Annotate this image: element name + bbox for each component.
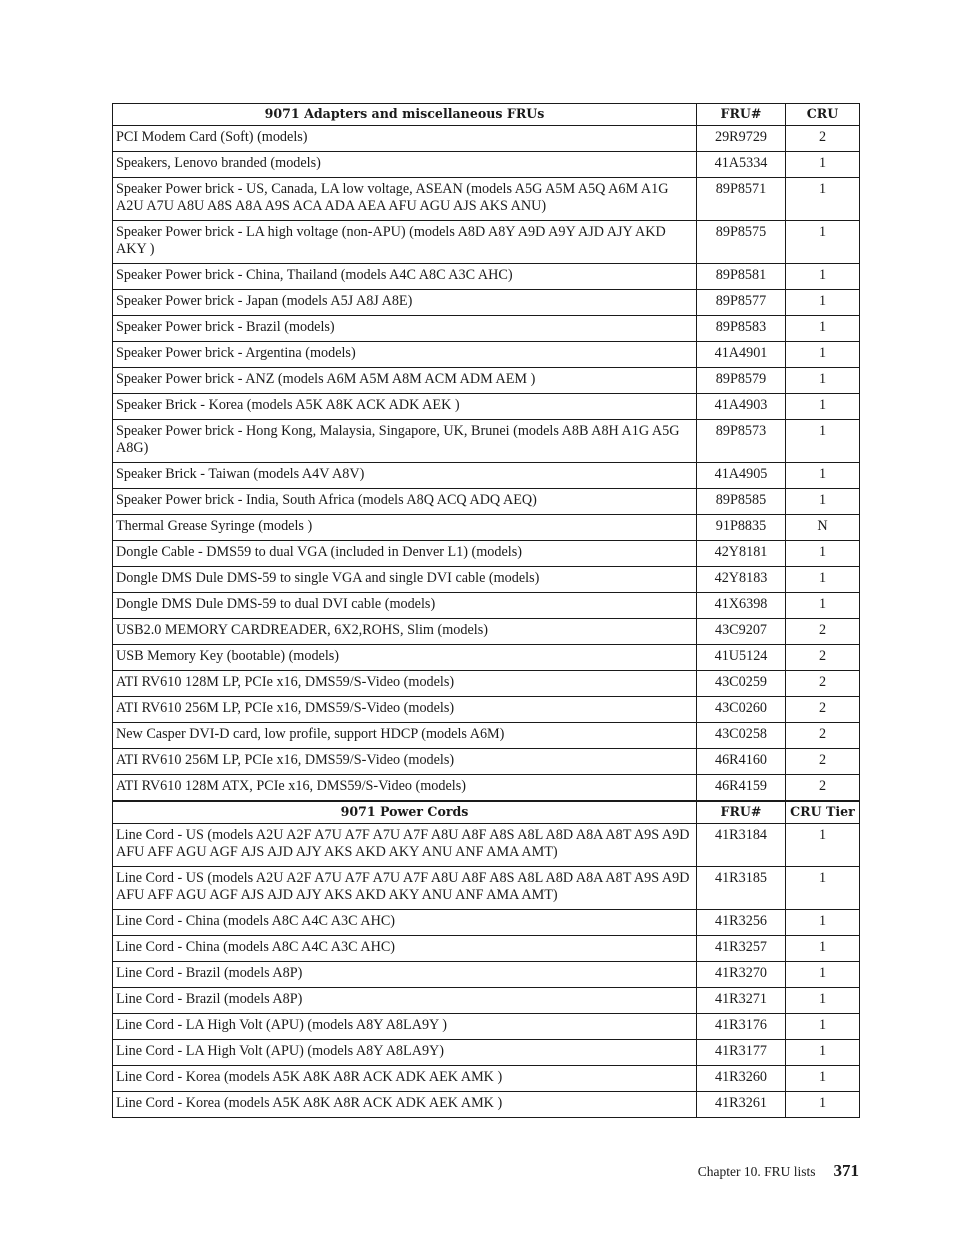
fru-number-cell: 41R3270 [697,962,786,988]
cru-cell: 1 [786,988,860,1014]
cru-cell: 1 [786,489,860,515]
fru-description-cell: Line Cord - US (models A2U A2F A7U A7F A7U A7F A8U A8F A8S A8L A8D A8A A8T A9S A9D AFU AFF AGU AGF AJS AJD AJY AKS AKD AKY ANU ANF AMA AMT) [113,824,697,867]
column-header-cru: CRU [786,104,860,126]
cru-cell: 1 [786,1066,860,1092]
cru-cell: 1 [786,394,860,420]
table-header-row [113,104,860,126]
fru-number-cell: 41R3176 [697,1014,786,1040]
table-row [113,619,860,645]
table-row [113,988,860,1014]
fru-description-cell: USB Memory Key (bootable) (models) [113,645,697,671]
table-row [113,567,860,593]
fru-description-cell: Speaker Power brick - China, Thailand (models A4C A8C A3C AHC) [113,264,697,290]
fru-number-cell: 46R4159 [697,775,786,801]
fru-number-cell: 41R3256 [697,910,786,936]
table-row [113,867,860,910]
table-row [113,152,860,178]
table-row [113,775,860,801]
fru-description-cell: Dongle DMS Dule DMS-59 to single VGA and single DVI cable (models) [113,567,697,593]
fru-description-cell: PCI Modem Card (Soft) (models) [113,126,697,152]
fru-number-cell: 41U5124 [697,645,786,671]
cru-cell: 2 [786,749,860,775]
fru-number-cell: 41R3257 [697,936,786,962]
fru-number-cell: 41A4903 [697,394,786,420]
fru-description-cell: ATI RV610 256M LP, PCIe x16, DMS59/S-Video (models) [113,697,697,723]
cru-cell: 2 [786,697,860,723]
fru-description-cell: Dongle DMS Dule DMS-59 to dual DVI cable (models) [113,593,697,619]
fru-number-cell: 89P8575 [697,221,786,264]
fru-number-cell: 42Y8181 [697,541,786,567]
column-header-description: 9071 Power Cords [113,802,697,824]
fru-description-cell: Line Cord - Brazil (models A8P) [113,962,697,988]
table-row [113,264,860,290]
table-row [113,936,860,962]
cru-cell: 1 [786,824,860,867]
table-row [113,290,860,316]
fru-description-cell: Line Cord - Brazil (models A8P) [113,988,697,1014]
fru-description-cell: ATI RV610 256M LP, PCIe x16, DMS59/S-Video (models) [113,749,697,775]
fru-description-cell: Line Cord - China (models A8C A4C A3C AHC) [113,936,697,962]
cru-cell: 1 [786,290,860,316]
cru-cell: 1 [786,368,860,394]
fru-description-cell: Line Cord - Korea (models A5K A8K A8R ACK ADK AEK AMK ) [113,1092,697,1118]
cru-cell: 2 [786,126,860,152]
cru-cell: 2 [786,619,860,645]
cru-cell: 1 [786,567,860,593]
fru-number-cell: 43C0258 [697,723,786,749]
fru-description-cell: Speaker Power brick - India, South Africa (models A8Q ACQ ADQ AEQ) [113,489,697,515]
table-row [113,342,860,368]
cru-cell: 1 [786,463,860,489]
table-row [113,824,860,867]
table-row [113,489,860,515]
fru-description-cell: Line Cord - US (models A2U A2F A7U A7F A7U A7F A8U A8F A8S A8L A8D A8A A8T A9S A9D AFU AFF AGU AGF AJS AJD AJY AKS AKD AKY ANU ANF AMA AMT) [113,867,697,910]
fru-description-cell: ATI RV610 128M ATX, PCIe x16, DMS59/S-Video (models) [113,775,697,801]
cru-cell: 1 [786,910,860,936]
fru-number-cell: 43C0259 [697,671,786,697]
adapters-table-body [113,126,860,801]
cru-cell: 1 [786,152,860,178]
fru-description-cell: Line Cord - LA High Volt (APU) (models A8Y A8LA9Y) [113,1040,697,1066]
fru-description-cell: Speaker Power brick - US, Canada, LA low voltage, ASEAN (models A5G A5M A5Q A6M A1G A2U A7U A8U A8S A8A A9S ACA ADA AEA AFU AGU AJS AKS ANU) [113,178,697,221]
fru-number-cell: 89P8573 [697,420,786,463]
fru-description-cell: Speakers, Lenovo branded (models) [113,152,697,178]
chapter-label: Chapter 10. FRU lists [697,1164,816,1179]
cru-cell: 1 [786,221,860,264]
table-row [113,962,860,988]
cru-cell: 2 [786,775,860,801]
fru-description-cell: ATI RV610 128M LP, PCIe x16, DMS59/S-Video (models) [113,671,697,697]
table-row [113,515,860,541]
cru-cell: 1 [786,178,860,221]
cru-cell: 1 [786,867,860,910]
table-row [113,368,860,394]
cru-cell: 1 [786,342,860,368]
table-row [113,645,860,671]
fru-number-cell: 89P8581 [697,264,786,290]
table-row [113,126,860,152]
table-row [113,1040,860,1066]
cru-cell: 1 [786,593,860,619]
fru-number-cell: 89P8579 [697,368,786,394]
fru-description-cell: Speaker Power brick - ANZ (models A6M A5M A8M ACM ADM AEM ) [113,368,697,394]
fru-number-cell: 89P8583 [697,316,786,342]
cru-cell: 1 [786,936,860,962]
fru-number-cell: 43C9207 [697,619,786,645]
fru-number-cell: 41R3271 [697,988,786,1014]
fru-number-cell: 41A4901 [697,342,786,368]
table-row [113,463,860,489]
cru-cell: 1 [786,1014,860,1040]
fru-description-cell: Speaker Brick - Korea (models A5K A8K ACK ADK AEK ) [113,394,697,420]
cru-cell: 1 [786,1040,860,1066]
fru-number-cell: 41R3185 [697,867,786,910]
fru-number-cell: 89P8577 [697,290,786,316]
fru-number-cell: 41R3177 [697,1040,786,1066]
table-row [113,420,860,463]
fru-number-cell: 41R3184 [697,824,786,867]
table-row [113,1014,860,1040]
cru-cell: 1 [786,541,860,567]
table-row [113,910,860,936]
fru-description-cell: Speaker Power brick - Brazil (models) [113,316,697,342]
fru-description-cell: Line Cord - Korea (models A5K A8K A8R ACK ADK AEK AMK ) [113,1066,697,1092]
table-row [113,697,860,723]
adapters-fru-table [112,103,860,801]
table-header-row [113,802,860,824]
fru-number-cell: 41R3260 [697,1066,786,1092]
fru-number-cell: 41X6398 [697,593,786,619]
fru-number-cell: 91P8835 [697,515,786,541]
table-row [113,316,860,342]
cru-cell: 1 [786,264,860,290]
fru-number-cell: 43C0260 [697,697,786,723]
fru-description-cell: USB2.0 MEMORY CARDREADER, 6X2,ROHS, Slim (models) [113,619,697,645]
fru-description-cell: New Casper DVI-D card, low profile, support HDCP (models A6M) [113,723,697,749]
fru-number-cell: 41A5334 [697,152,786,178]
cru-cell: 1 [786,962,860,988]
column-header-cru-tier: CRU Tier [786,802,860,824]
page-number: 371 [833,1161,859,1180]
table-row [113,723,860,749]
table-row [113,541,860,567]
fru-number-cell: 29R9729 [697,126,786,152]
table-row [113,749,860,775]
cru-cell: 2 [786,723,860,749]
cru-cell: 1 [786,420,860,463]
fru-description-cell: Speaker Power brick - Japan (models A5J A8J A8E) [113,290,697,316]
table-row [113,1092,860,1118]
cru-cell: 2 [786,671,860,697]
table-row [113,671,860,697]
fru-number-cell: 42Y8183 [697,567,786,593]
fru-number-cell: 46R4160 [697,749,786,775]
fru-number-cell: 41A4905 [697,463,786,489]
fru-number-cell: 89P8571 [697,178,786,221]
fru-description-cell: Speaker Power brick - Argentina (models) [113,342,697,368]
cru-cell: 2 [786,645,860,671]
cru-cell: N [786,515,860,541]
column-header-description: 9071 Adapters and miscellaneous FRUs [113,104,697,126]
fru-description-cell: Speaker Brick - Taiwan (models A4V A8V) [113,463,697,489]
table-row [113,394,860,420]
cru-cell: 1 [786,316,860,342]
fru-description-cell: Dongle Cable - DMS59 to dual VGA (included in Denver L1) (models) [113,541,697,567]
power-cords-fru-table [112,801,860,1118]
table-row [113,178,860,221]
fru-description-cell: Thermal Grease Syringe (models ) [113,515,697,541]
cru-cell: 1 [786,1092,860,1118]
power-cords-table-body [113,824,860,1118]
fru-number-cell: 41R3261 [697,1092,786,1118]
table-row [113,1066,860,1092]
fru-description-cell: Speaker Power brick - LA high voltage (non-APU) (models A8D A8Y A9D A9Y AJD AJY AKD AKY ) [113,221,697,264]
table-row [113,221,860,264]
column-header-fru-number: FRU# [697,104,786,126]
fru-description-cell: Speaker Power brick - Hong Kong, Malaysia, Singapore, UK, Brunei (models A8B A8H A1G A5G A8G) [113,420,697,463]
fru-number-cell: 89P8585 [697,489,786,515]
table-row [113,593,860,619]
fru-description-cell: Line Cord - LA High Volt (APU) (models A8Y A8LA9Y ) [113,1014,697,1040]
fru-description-cell: Line Cord - China (models A8C A4C A3C AHC) [113,910,697,936]
column-header-fru-number: FRU# [697,802,786,824]
page-footer [698,1161,859,1181]
